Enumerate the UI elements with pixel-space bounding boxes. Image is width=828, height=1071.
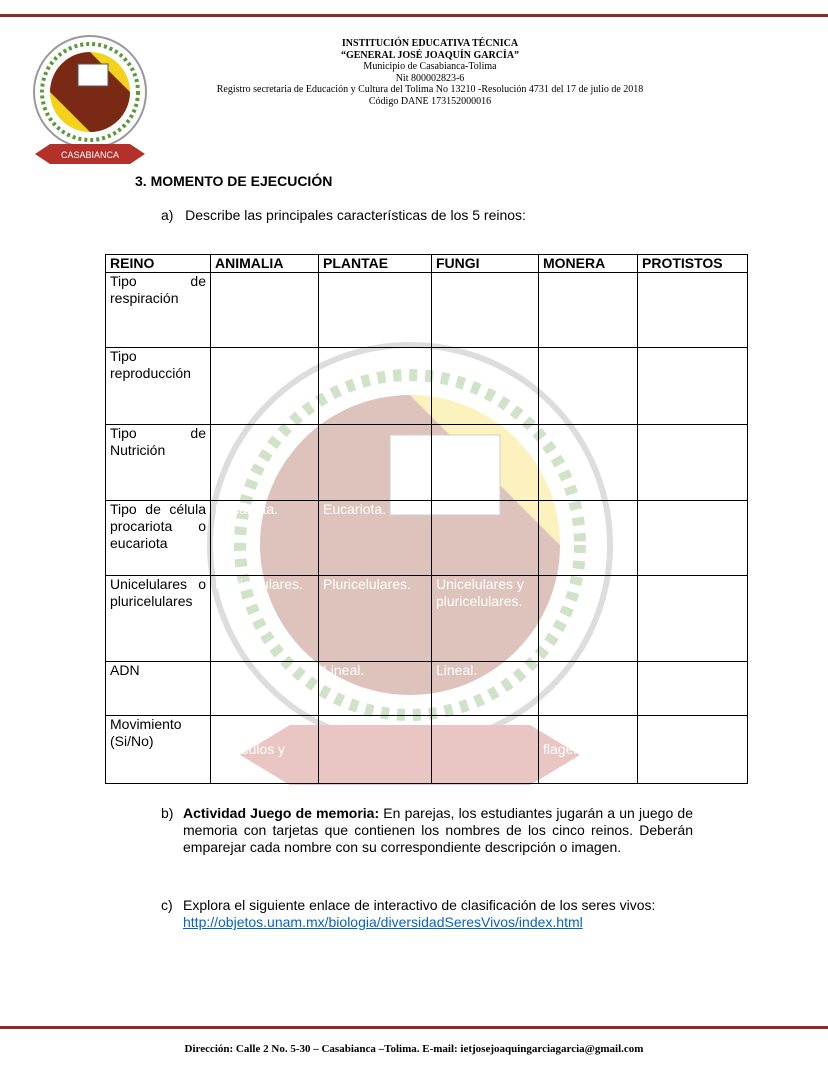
table-cell[interactable]: [319, 425, 432, 501]
table-cell[interactable]: [319, 273, 432, 348]
table-row: [106, 501, 748, 576]
table-cell[interactable]: [638, 501, 748, 576]
svg-text:CASABIANCA: CASABIANCA: [60, 150, 120, 160]
table-cell[interactable]: Lineal.: [319, 662, 432, 716]
col-protistos: PROTISTOS: [638, 255, 748, 273]
row-label: Movimiento (Si/No): [106, 716, 211, 784]
table-row: [106, 348, 748, 425]
table-row: [106, 273, 748, 348]
table-cell[interactable]: [211, 273, 319, 348]
table-cell[interactable]: [319, 716, 432, 784]
table-cell[interactable]: [638, 662, 748, 716]
table-cell[interactable]: [211, 662, 319, 716]
row-label: Tipo de respiración: [106, 273, 211, 348]
col-animalia: ANIMALIA: [211, 255, 319, 273]
table-cell[interactable]: [319, 348, 432, 425]
item-b-bold: Actividad Juego de memoria:: [183, 805, 380, 821]
table-cell[interactable]: [432, 425, 539, 501]
table-cell[interactable]: [539, 662, 638, 716]
table-cell[interactable]: [539, 576, 638, 662]
item-c-text: Explora el siguiente enlace de interactivo de clasificación de los seres vivos:: [183, 897, 656, 913]
table-cell[interactable]: Pluricelulares.: [211, 576, 319, 662]
table-cell[interactable]: Pluricelulares.: [319, 576, 432, 662]
header-line: Municipio de Casabianca-Tolima: [363, 61, 497, 72]
table-cell[interactable]: [638, 576, 748, 662]
header-line: Registro secretaria de Educación y Cultura del Tolima No 13210 -Resolución 4731 del 17 de julio de 2018: [216, 84, 644, 95]
table-row: [106, 662, 748, 716]
item-b-text: En parejas, los estudiantes jugarán a un juego de memoria con tarjetas que contienen los nombres de los cinco reinos. Deberán emparejar cada nombre con su correspondiente descripción o imagen.: [183, 805, 693, 855]
item-a: [161, 207, 526, 223]
col-fungi: FUNGI: [432, 255, 539, 273]
row-label: Unicelulares o pluricelulares: [106, 576, 211, 662]
table-cell[interactable]: [211, 348, 319, 425]
row-label: Tipo reproducción: [106, 348, 211, 425]
kingdoms-table: [105, 254, 748, 784]
table-header-row: [106, 255, 748, 273]
row-label: Tipo de Nutrición: [106, 425, 211, 501]
table-cell[interactable]: Unicelulares y pluricelulares.: [432, 576, 539, 662]
table-cell[interactable]: [539, 425, 638, 501]
footer-address: Dirección: Calle 2 No. 5-30 – Casabianca –Tolima. E-mail: ietjosejoaquingarciagarcia@gmail.com: [184, 1043, 644, 1055]
table-cell[interactable]: Eucariota.: [432, 501, 539, 576]
row-label: ADN: [106, 662, 211, 716]
table-row: [106, 716, 748, 784]
top-rule: [0, 14, 828, 17]
table-cell[interactable]: [539, 273, 638, 348]
table-row: [106, 576, 748, 662]
table-cell[interactable]: [638, 716, 748, 784]
table-cell[interactable]: Lineal.: [432, 662, 539, 716]
table-cell[interactable]: [432, 273, 539, 348]
table-cell[interactable]: [432, 716, 539, 784]
table-cell[interactable]: flagelos: [539, 716, 638, 784]
item-a-text: Describe las principales características de los 5 reinos:: [185, 207, 526, 223]
col-reino: REINO: [106, 255, 211, 273]
table-cell[interactable]: [638, 425, 748, 501]
table-row: [106, 425, 748, 501]
header-line: Nit 800002823-6: [395, 72, 465, 84]
table-cell[interactable]: [638, 348, 748, 425]
table-cell[interactable]: [638, 273, 748, 348]
row-label: Tipo de célula procariota o eucariota: [106, 501, 211, 576]
table-cell[interactable]: [539, 501, 638, 576]
bottom-rule: [0, 1026, 828, 1029]
table-cell[interactable]: [211, 425, 319, 501]
item-c: [161, 897, 693, 931]
item-b-marker: b): [161, 805, 174, 821]
table-cell[interactable]: [432, 348, 539, 425]
table-cell[interactable]: Eucariota.: [319, 501, 432, 576]
item-b: [161, 805, 693, 856]
header-line: INSTITUCIÓN EDUCATIVA TÉCNICA: [341, 38, 519, 49]
col-monera: MONERA: [539, 255, 638, 273]
item-a-marker: a): [161, 207, 174, 223]
col-plantae: PLANTAE: [319, 255, 432, 273]
table-cell[interactable]: Eucariota.: [211, 501, 319, 576]
school-logo: [30, 32, 155, 167]
table-cell[interactable]: músculos y: [211, 716, 319, 784]
table-cell[interactable]: [539, 348, 638, 425]
header-line: Código DANE 173152000016: [368, 95, 492, 107]
section-title: 3. MOMENTO DE EJECUCIÓN: [135, 173, 333, 189]
header-line: “GENERAL JOSÉ JOAQUÍN GARCÍA”: [340, 49, 520, 61]
institution-header: [150, 38, 710, 107]
item-c-marker: c): [161, 897, 173, 913]
interactive-link[interactable]: http://objetos.unam.mx/biologia/diversidadSeresVivos/index.html: [183, 914, 583, 930]
